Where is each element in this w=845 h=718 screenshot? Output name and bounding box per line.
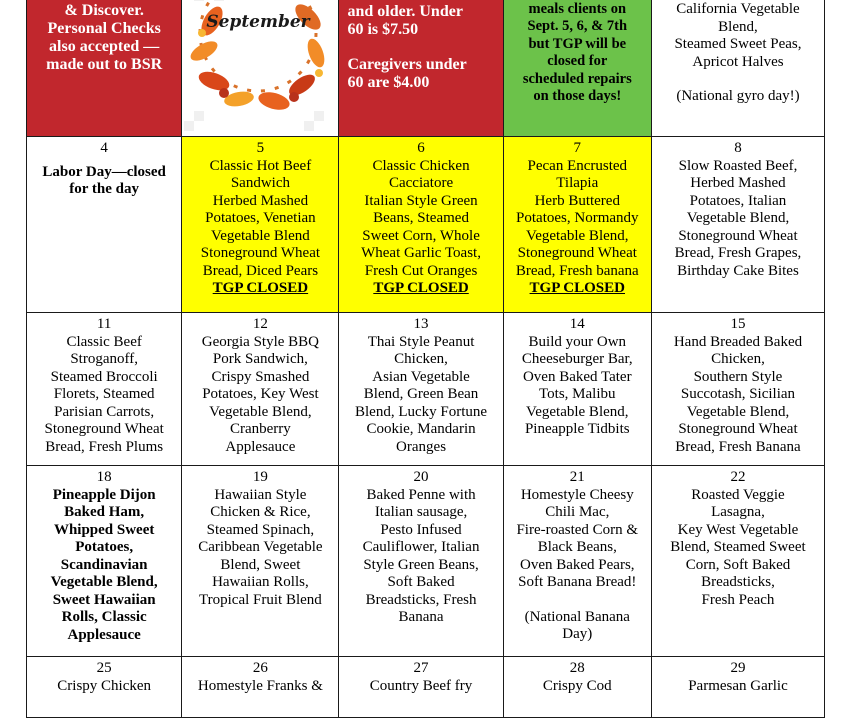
menu-line: Black Beans, bbox=[537, 539, 617, 555]
day-cell bbox=[27, 137, 182, 313]
day-cell bbox=[339, 137, 503, 313]
menu-line: Lasagna, bbox=[711, 504, 765, 520]
menu-line: Blend, Green Bean bbox=[363, 386, 479, 402]
menu-line: California Vegetable bbox=[676, 1, 800, 17]
menu-line: Thai Style Peanut bbox=[367, 333, 475, 350]
menu-line: Bread, Fresh Banana bbox=[675, 438, 801, 455]
day-number: 8 bbox=[734, 140, 742, 156]
notice-line: Sept. 5, 6, & 7th bbox=[527, 18, 628, 34]
menu-calendar bbox=[26, 0, 825, 718]
pricing-info-cell bbox=[339, 0, 503, 137]
menu-line: Vegetable Blend bbox=[211, 227, 310, 244]
menu-line: Sweet Hawaiian bbox=[52, 591, 156, 608]
tgp-closed-label: TGP CLOSED bbox=[373, 280, 469, 296]
menu-line: Southern Style bbox=[693, 368, 783, 385]
menu-line: Fresh Cut Oranges bbox=[364, 262, 478, 279]
menu-line: Country Beef fry bbox=[369, 677, 473, 694]
menu-line: Vegetable Blend, bbox=[526, 403, 629, 420]
menu-line: Vegetable Blend, bbox=[686, 210, 790, 226]
day-cell bbox=[182, 657, 339, 718]
payment-info-cell bbox=[27, 0, 182, 137]
menu-line: Hand Breaded Baked bbox=[673, 333, 803, 350]
menu-line: Succotash, Sicilian bbox=[680, 386, 796, 402]
day-number: 11 bbox=[96, 316, 112, 332]
menu-line: Classic Chicken bbox=[372, 157, 470, 174]
september-text: September bbox=[206, 12, 310, 32]
menu-line: Florets, Steamed bbox=[53, 386, 155, 402]
day-number: 25 bbox=[96, 660, 112, 676]
menu-line: Homestyle Franks & bbox=[197, 677, 323, 694]
notice-line: closed for bbox=[547, 53, 608, 69]
day-cell bbox=[27, 313, 182, 466]
menu-line: Stoneground Wheat bbox=[678, 227, 798, 244]
menu-line: Georgia Style BBQ bbox=[201, 333, 319, 350]
notice-line: scheduled repairs bbox=[522, 70, 632, 87]
menu-line: Pecan Encrusted bbox=[527, 157, 628, 174]
menu-line: Tilapia bbox=[556, 175, 599, 191]
day-cell bbox=[182, 466, 339, 657]
menu-line: Bread, Diced Pears bbox=[202, 262, 319, 279]
menu-line: Vegetable Blend, bbox=[209, 403, 312, 420]
day-number: 18 bbox=[96, 469, 112, 485]
day-number: 14 bbox=[569, 316, 585, 332]
day-number: 22 bbox=[730, 469, 746, 485]
menu-line: Pineapple Tidbits bbox=[524, 421, 630, 437]
day-cell bbox=[503, 313, 651, 466]
menu-line: Crispy Cod bbox=[542, 677, 612, 694]
menu-line: Stoneground Wheat bbox=[44, 421, 164, 437]
day-number: 27 bbox=[413, 660, 429, 676]
menu-line: Cacciatore bbox=[388, 175, 454, 191]
payment-line: made out to BSR bbox=[46, 56, 163, 73]
day-cell bbox=[339, 657, 503, 718]
menu-line: Potatoes, bbox=[75, 539, 134, 555]
menu-line: (National Banana bbox=[524, 608, 630, 625]
menu-line: Applesauce bbox=[225, 438, 296, 455]
menu-line: Blend, Sweet bbox=[220, 556, 301, 573]
tgp-closed-label: TGP CLOSED bbox=[212, 280, 309, 296]
menu-line: Vegetable Blend, bbox=[526, 227, 629, 244]
menu-line: (National gyro day!) bbox=[676, 88, 800, 104]
menu-line: Corn, Soft Baked bbox=[685, 556, 791, 573]
day-cell bbox=[651, 137, 824, 313]
menu-line: Herbed Mashed bbox=[212, 192, 309, 209]
menu-line: Stoneground Wheat bbox=[678, 421, 798, 437]
notice-line: but TGP will be bbox=[528, 35, 627, 52]
menu-line: Classic Beef bbox=[66, 333, 142, 350]
day-cell bbox=[182, 137, 339, 313]
menu-line: Pork Sandwich, bbox=[212, 351, 308, 367]
menu-line: Baked Penne with bbox=[366, 486, 476, 503]
day-cell bbox=[651, 313, 824, 466]
menu-line: Classic Hot Beef bbox=[209, 157, 312, 174]
menu-line: Breadsticks, bbox=[701, 574, 775, 590]
menu-line: Style Green Beans, bbox=[363, 556, 479, 573]
menu-line: Potatoes, Italian bbox=[689, 192, 787, 209]
menu-line: Chicken & Rice, bbox=[210, 504, 311, 520]
menu-line: Chili Mac, bbox=[545, 504, 610, 520]
menu-line: Day) bbox=[562, 626, 593, 642]
menu-line: Labor Day—closed bbox=[42, 163, 166, 180]
menu-line: Blend, Steamed Sweet bbox=[670, 539, 806, 555]
day-cell bbox=[503, 657, 651, 718]
menu-line: Parmesan Garlic bbox=[688, 677, 788, 694]
menu-line: Rolls, Classic bbox=[61, 609, 147, 625]
day-number: 19 bbox=[252, 469, 268, 485]
day-number: 5 bbox=[256, 140, 265, 156]
menu-line: Asian Vegetable bbox=[372, 368, 470, 385]
day-1-menu-cell bbox=[651, 0, 824, 137]
day-cell bbox=[503, 137, 651, 313]
menu-line: Blend, Lucky Fortune bbox=[355, 403, 488, 420]
payment-line: also accepted — bbox=[49, 38, 160, 55]
menu-line: Baked Ham, bbox=[64, 504, 145, 520]
menu-line: Build your Own bbox=[528, 333, 627, 350]
day-cell bbox=[503, 466, 651, 657]
notice-line: meals clients on bbox=[528, 0, 627, 17]
pricing-line: and older. Under bbox=[347, 3, 463, 20]
day-cell bbox=[27, 657, 182, 718]
menu-line: Banana bbox=[398, 609, 444, 625]
menu-line: Bread, Fresh Grapes, bbox=[674, 245, 802, 261]
hello-september-image-cell bbox=[182, 0, 339, 137]
menu-line: Scandinavian bbox=[60, 556, 148, 573]
menu-line: for the day bbox=[69, 181, 140, 197]
menu-line: Stroganoff, bbox=[70, 351, 138, 367]
menu-line: Applesauce bbox=[67, 626, 141, 643]
day-number: 4 bbox=[100, 140, 108, 156]
day-cell bbox=[651, 466, 824, 657]
day-cell bbox=[339, 466, 503, 657]
tgp-closed-label: TGP CLOSED bbox=[529, 280, 625, 296]
menu-line: Tropical Fruit Blend bbox=[199, 591, 322, 608]
payment-line: & Discover. bbox=[64, 2, 144, 19]
day-cell bbox=[651, 657, 824, 718]
menu-line: Italian Style Green bbox=[364, 192, 478, 209]
menu-line: Fresh Peach bbox=[701, 591, 775, 608]
day-number: 21 bbox=[569, 469, 585, 485]
menu-line: Birthday Cake Bites bbox=[677, 262, 799, 279]
day-cell bbox=[339, 313, 503, 466]
menu-line: Italian sausage, bbox=[374, 504, 468, 520]
menu-line: Breadsticks, Fresh bbox=[365, 591, 477, 608]
pricing-line: 60 is $7.50 bbox=[347, 21, 419, 38]
menu-line: Blend, bbox=[718, 18, 758, 35]
menu-line: Steamed Sweet Peas, bbox=[674, 36, 802, 52]
menu-line: Steamed Broccoli bbox=[50, 368, 158, 385]
menu-line: Roasted Veggie bbox=[691, 486, 785, 503]
day-cell bbox=[182, 313, 339, 466]
menu-line: Apricot Halves bbox=[692, 53, 784, 70]
closure-notice-cell bbox=[503, 0, 651, 137]
menu-line: Caribbean Vegetable bbox=[198, 539, 323, 555]
menu-line: Slow Roasted Beef, bbox=[678, 157, 798, 174]
menu-line: Hawaiian Style bbox=[214, 486, 307, 503]
menu-line: Crispy Smashed bbox=[211, 368, 310, 385]
menu-line: Cookie, Mandarin bbox=[366, 421, 476, 437]
menu-line: Sweet Corn, Whole bbox=[362, 227, 480, 244]
menu-line: Whipped Sweet bbox=[53, 521, 155, 538]
menu-line: Herbed Mashed bbox=[690, 175, 786, 191]
menu-line: Pineapple Dijon bbox=[52, 486, 156, 503]
menu-line: Steamed Spinach, bbox=[206, 521, 315, 538]
day-cell bbox=[27, 466, 182, 657]
menu-line: Stoneground Wheat bbox=[517, 245, 637, 261]
menu-line: Oven Baked Tater bbox=[522, 368, 632, 385]
menu-line: Key West Vegetable bbox=[677, 521, 799, 538]
day-number: 29 bbox=[730, 660, 746, 676]
menu-line: Chicken, bbox=[394, 351, 448, 367]
menu-line: Herb Buttered bbox=[534, 192, 620, 209]
menu-line: Tots, Malibu bbox=[539, 386, 616, 402]
pricing-line: Caregivers under bbox=[347, 56, 467, 73]
menu-line: Bread, Fresh banana bbox=[515, 262, 639, 279]
day-number: 12 bbox=[252, 316, 268, 332]
menu-line: Soft Banana Bread! bbox=[518, 574, 637, 590]
day-number: 7 bbox=[573, 140, 582, 156]
menu-line: Oranges bbox=[396, 438, 447, 455]
menu-line: Stoneground Wheat bbox=[200, 245, 321, 261]
menu-line: Cranberry bbox=[229, 421, 291, 437]
menu-line: Homestyle Cheesy bbox=[520, 486, 634, 503]
hello-september-wreath-image bbox=[184, 0, 331, 135]
payment-line: Personal Checks bbox=[47, 20, 161, 37]
menu-line: Soft Baked bbox=[387, 574, 455, 590]
day-number: 28 bbox=[569, 660, 585, 676]
menu-line: Cauliflower, Italian bbox=[362, 539, 480, 555]
day-number: 15 bbox=[730, 316, 746, 332]
menu-line: Potatoes, Venetian bbox=[205, 210, 316, 226]
menu-line: Fire-roasted Corn & bbox=[516, 521, 639, 538]
notice-line: on those days! bbox=[533, 88, 622, 104]
menu-line: Wheat Garlic Toast, bbox=[361, 245, 481, 261]
menu-line: Beans, Steamed bbox=[373, 210, 469, 226]
day-number: 20 bbox=[413, 469, 429, 485]
pricing-line: 60 are $4.00 bbox=[347, 74, 430, 91]
menu-line: Bread, Fresh Plums bbox=[45, 438, 164, 455]
menu-line: Potatoes, Normandy bbox=[516, 210, 639, 226]
menu-line: Vegetable Blend, bbox=[50, 574, 158, 590]
day-number: 6 bbox=[417, 140, 425, 156]
menu-line: Pesto Infused bbox=[380, 521, 462, 538]
menu-line: Vegetable Blend, bbox=[686, 403, 790, 420]
menu-line: Chicken, bbox=[711, 351, 765, 367]
menu-line: Hawaiian Rolls, bbox=[212, 574, 309, 590]
menu-line: Potatoes, Key West bbox=[202, 386, 319, 402]
menu-line: Sandwich bbox=[230, 175, 290, 191]
menu-line: Crispy Chicken bbox=[57, 677, 152, 694]
menu-line: Parisian Carrots, bbox=[54, 403, 155, 420]
day-number: 26 bbox=[252, 660, 268, 676]
menu-line: Cheeseburger Bar, bbox=[521, 351, 633, 367]
menu-line: Oven Baked Pears, bbox=[520, 556, 635, 573]
day-number: 13 bbox=[413, 316, 429, 332]
